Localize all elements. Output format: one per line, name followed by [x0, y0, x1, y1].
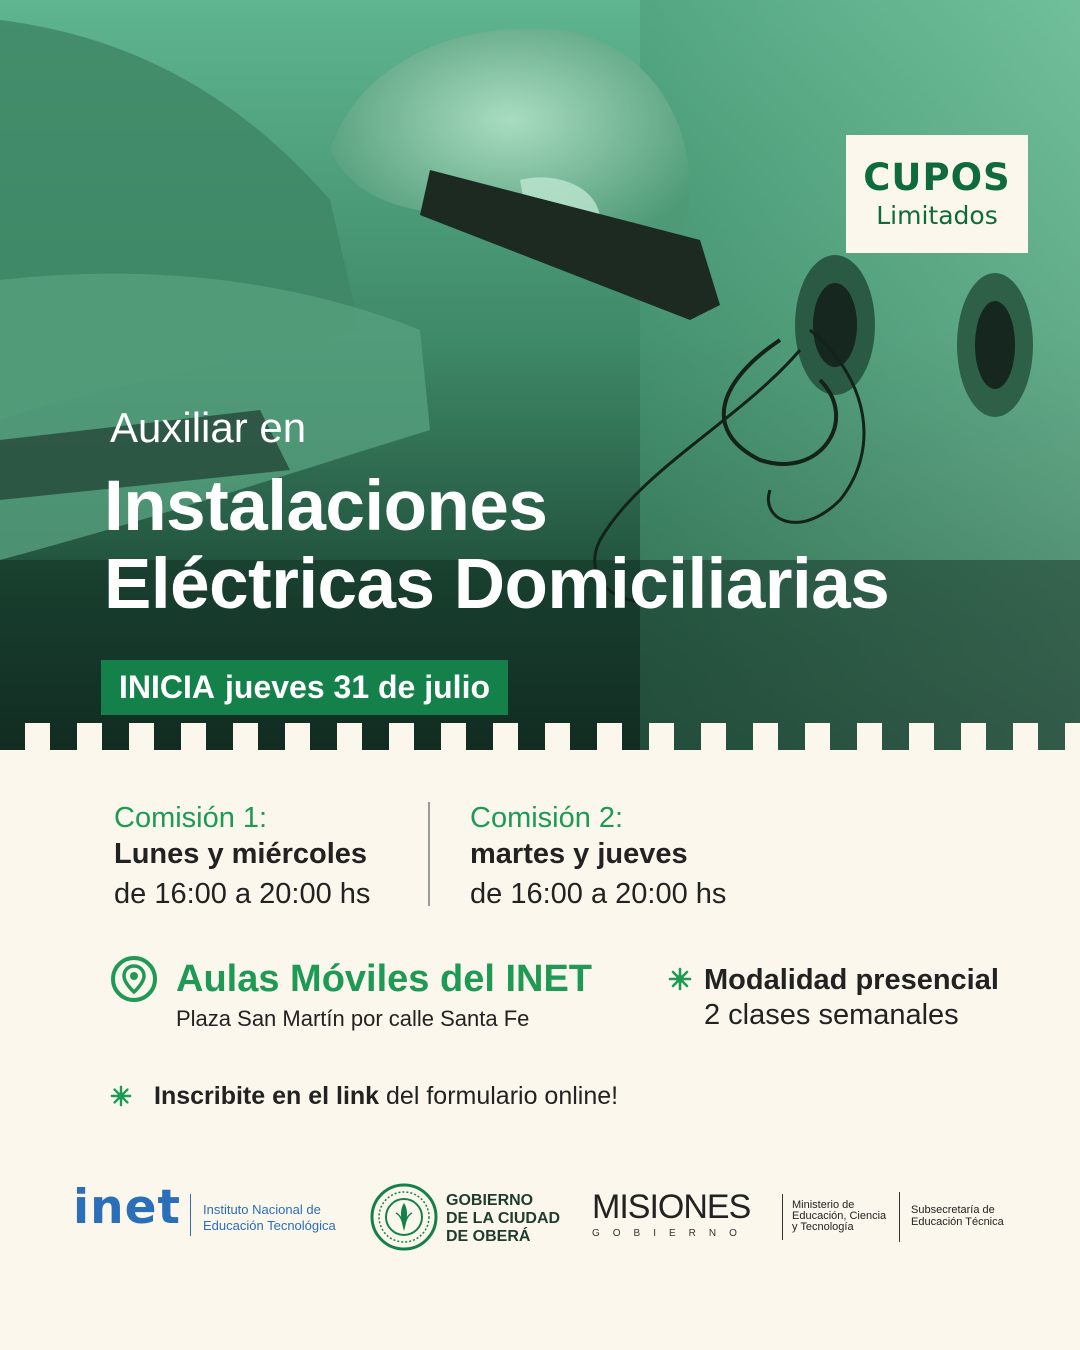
obera-line1: GOBIERNO	[446, 1192, 534, 1209]
modality-detail: 2 clases semanales	[704, 999, 959, 1031]
obera-line2: DE LA CIUDAD	[446, 1210, 561, 1227]
course-title-line1: Instalaciones	[104, 467, 548, 546]
commission-1-days: Lunes y miércoles	[114, 838, 368, 870]
decorative-teeth-edge	[0, 723, 1080, 750]
ministry-name	[792, 1200, 886, 1233]
commission-1-title: Comisión 1:	[114, 802, 268, 834]
obera-line3: DE OBERÁ	[446, 1228, 531, 1245]
modality-title: Modalidad presencial	[704, 964, 999, 996]
location-title: Aulas Móviles del INET	[176, 958, 592, 1000]
inet-line2: Educación Tecnológica	[203, 1218, 336, 1233]
inet-line1: Instituto Nacional de	[203, 1202, 321, 1217]
registration-rest: del formulario online!	[386, 1082, 619, 1110]
registration-link-text[interactable]: Inscribite en el link	[154, 1082, 380, 1110]
burst-icon	[668, 967, 692, 991]
ministry-line2: Educación, Ciencia	[792, 1210, 887, 1222]
commission-1	[114, 800, 370, 916]
badge-line2: Limitados	[876, 201, 998, 230]
start-label: INICIA	[119, 669, 215, 705]
commission-2-title: Comisión 2:	[470, 802, 624, 834]
inet-name	[203, 1202, 336, 1234]
commission-2-days: martes y jueves	[470, 838, 688, 870]
limited-spots-badge	[846, 135, 1028, 253]
subsec-line2: Educación Técnica	[911, 1216, 1004, 1228]
location-pin-icon	[110, 955, 158, 1003]
inet-divider	[190, 1194, 191, 1236]
obera-name	[446, 1192, 560, 1246]
burst-icon	[110, 1085, 132, 1107]
commission-2	[470, 800, 726, 916]
start-date-banner	[101, 660, 508, 715]
start-date: jueves 31 de julio	[225, 669, 490, 705]
ministry-line1: Ministerio de	[792, 1199, 855, 1211]
misiones-logo: MISIONES	[592, 1188, 751, 1226]
obera-seal-icon	[370, 1183, 438, 1251]
location-address: Plaza San Martín por calle Santa Fe	[176, 1006, 530, 1031]
sponsor-logos	[0, 1180, 1080, 1260]
ministry-line3: y Tecnología	[792, 1221, 854, 1233]
commission-2-time: de 16:00 a 20:00 hs	[470, 878, 727, 910]
course-subtitle: Auxiliar en	[110, 404, 307, 451]
misiones-sub: GOBIERNO	[592, 1228, 750, 1239]
subsec-line1: Subsecretaría de	[911, 1204, 995, 1216]
badge-line1: CUPOS	[863, 156, 1011, 199]
subsecretary-name	[911, 1204, 1004, 1228]
commission-divider	[428, 802, 430, 906]
course-title	[104, 468, 889, 624]
misiones-divider-2	[899, 1192, 900, 1242]
commission-1-time: de 16:00 a 20:00 hs	[114, 878, 371, 910]
registration-text	[154, 1082, 618, 1111]
course-title-line2: Eléctricas Domiciliarias	[104, 545, 890, 624]
misiones-divider-1	[782, 1194, 783, 1240]
inet-logo: inet	[73, 1180, 181, 1235]
